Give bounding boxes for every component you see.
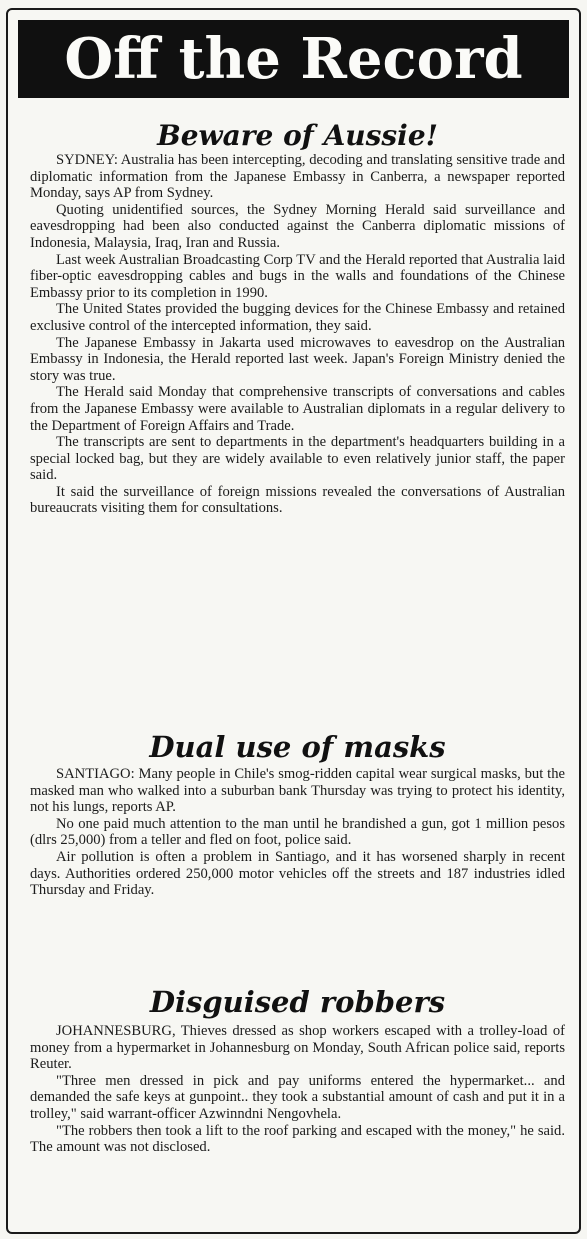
article-paragraph: Quoting unidentified sources, the Sydney Morning Herald said surveillance and eavesdropping had been also conducted against the Canberra diplomatic missions of Indonesia, Malaysia, Iraq, Iran and Russia. (30, 201, 565, 251)
dateline: SYDNEY: (56, 152, 118, 168)
article-body (30, 152, 565, 517)
article-body (30, 766, 565, 899)
article-paragraph: "The robbers then took a lift to the roof parking and escaped with the money," he said. The amount was not disclosed. (30, 1122, 565, 1156)
article-paragraph: SANTIAGO: Many people in Chile's smog-ridden capital wear surgical masks, but the masked man who walked into a suburban bank Thursday was trying to protect his identity, not his lungs, reports AP. (30, 766, 565, 816)
article-paragraph: The Japanese Embassy in Jakarta used microwaves to eavesdrop on the Australian Embassy in Indonesia, the Herald reported last week. Japan's Foreign Ministry denied the story was true. (30, 334, 565, 384)
article-body (30, 1023, 565, 1156)
article-paragraph: The Herald said Monday that comprehensive transcripts of conversations and cables from the Japanese Embassy were available to Australian diplomats in a regular delivery to the Department of Foreign Affairs and Trade. (30, 384, 565, 434)
article-paragraph: "Three men dressed in pick and pay uniforms entered the hypermarket... and demanded the safe keys at gunpoint.. they took a substantial amount of cash and put it in a trolley," said warrant-officer Azwinndni Nengovhela. (30, 1072, 565, 1122)
section-title: Off the Record (64, 26, 523, 92)
article-paragraph: Air pollution is often a problem in Santiago, and it has worsened sharply in recent days. Authorities ordered 250,000 motor vehicles off the streets and 187 industries idled Thursday and Friday. (30, 848, 565, 899)
article-headline: Dual use of masks (149, 730, 446, 764)
article-disguised-robbers (30, 985, 565, 1156)
article-dual-use-of-masks (30, 730, 565, 899)
article-beware-of-aussie (30, 119, 566, 517)
article-paragraph: It said the surveillance of foreign missions revealed the conversations of Australian bureaucrats visiting them for consultations. (30, 483, 565, 517)
dateline: JOHANNESBURG, (56, 1023, 176, 1039)
column-frame (6, 8, 581, 1234)
article-headline: Disguised robbers (149, 985, 446, 1019)
article-headline: Beware of Aussie! (157, 119, 438, 152)
article-paragraph: The United States provided the bugging devices for the Chinese Embassy and retained exclusive control of the intercepted information, they said. (30, 301, 565, 334)
dateline: SANTIAGO: (56, 766, 135, 782)
article-paragraph: JOHANNESBURG, Thieves dressed as shop workers escaped with a trolley-load of money from a hypermarket in Johannesburg on Monday, South African police said, reports Reuter. (30, 1023, 565, 1073)
section-banner (18, 20, 569, 98)
article-paragraph: No one paid much attention to the man until he brandished a gun, got 1 million pesos (dlrs 25,000) from a teller and fled on foot, police said. (30, 815, 565, 849)
article-paragraph: SYDNEY: Australia has been intercepting, decoding and translating sensitive trade and diplomatic information from the Japanese Embassy in Canberra, a newspaper reported Monday, says AP from Sydney. (30, 152, 566, 202)
article-paragraph: Last week Australian Broadcasting Corp TV and the Herald reported that Australia laid fiber-optic eavesdropping cables and bugs in the walls and foundations of the Chinese Embassy prior to its completion in 1990. (30, 251, 565, 301)
article-paragraph: The transcripts are sent to departments in the department's headquarters building in a special locked bag, but they are widely available to even relatively junior staff, the paper said. (30, 434, 565, 484)
